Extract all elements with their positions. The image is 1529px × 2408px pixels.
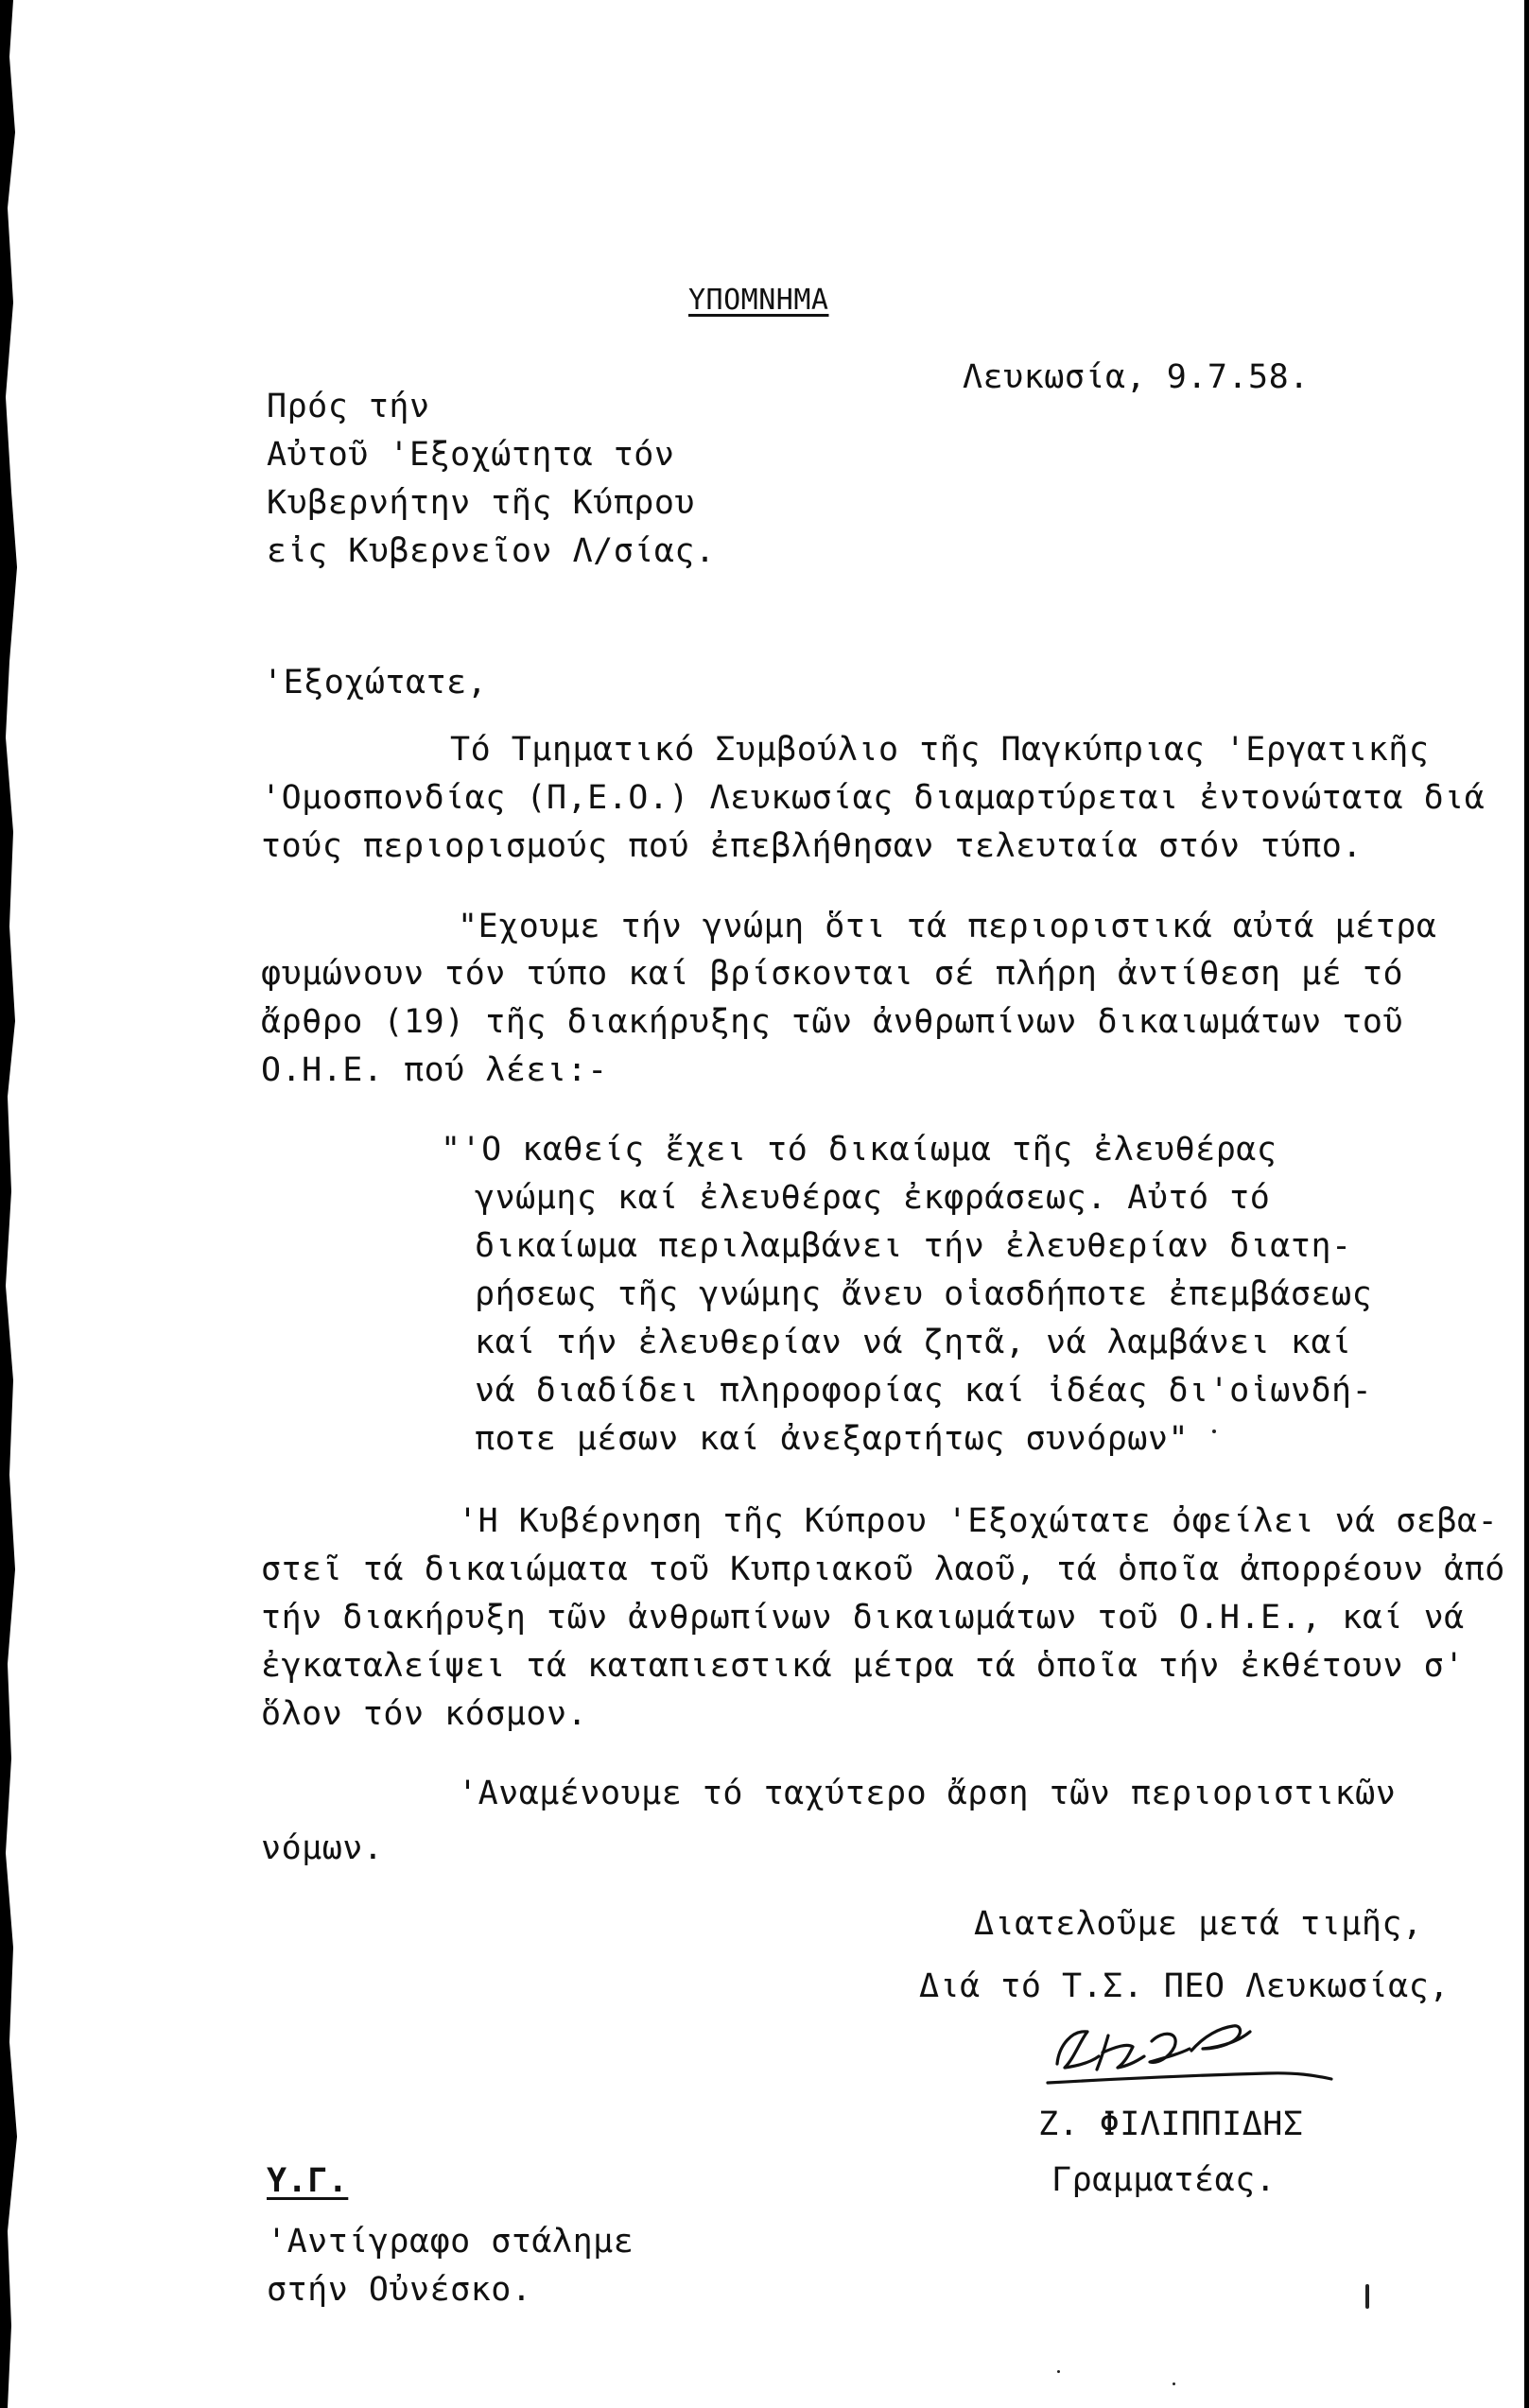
closing-line: Διά τό Τ.Σ. ΠΕΟ Λευκωσίας,	[919, 1967, 1450, 2005]
quote-line: ρήσεως τῆς γνώμης ἄνευ οἱασδήποτε ἐπεμβάσεως	[475, 1275, 1373, 1313]
address-line: Αὐτοῦ 'Εξοχώτητα τόν	[267, 436, 675, 474]
body-line: τούς περιορισμούς πού ἐπεβλήθησαν τελευταία στόν τύπο.	[261, 827, 1363, 865]
body-line: 'Αναμένουμε τό ταχύτερο ἄρση τῶν περιοριστικῶν	[458, 1775, 1397, 1812]
body-line: ἄρθρο (19) τῆς διακήρυξης τῶν ἀνθρωπίνων δικαιωμάτων τοῦ	[261, 1003, 1404, 1041]
quote-line: νά διαδίδει πληροφορίας καί ἰδέας δι'οἱωνδή-	[475, 1372, 1373, 1410]
quote-line: "'Ο καθείς ἔχει τό δικαίωμα τῆς ἐλευθέρας	[441, 1131, 1277, 1169]
address-line: εἰς Κυβερνεῖον Λ/σίας.	[267, 532, 716, 570]
address-line: Πρός τήν	[267, 388, 430, 425]
signatory-name: Ζ. ΦΙΛΙΠΠΙΔΗΣ	[1038, 2105, 1304, 2143]
paper-speck	[1212, 1429, 1216, 1433]
body-line: 'Ομοσπονδίας (Π,Ε.Ο.) Λευκωσίας διαμαρτύρεται ἐντονώτατα διά	[261, 779, 1486, 817]
torn-left-edge	[0, 0, 25, 2408]
paper-speck	[1173, 2382, 1175, 2385]
body-line: νόμων.	[261, 1829, 384, 1867]
salutation: 'Εξοχώτατε,	[263, 664, 488, 702]
paper-speck	[1057, 2370, 1060, 2373]
body-line: ἐγκαταλείψει τά καταπιεστικά μέτρα τά ὁποῖα τήν ἐκθέτουν σ'	[261, 1647, 1465, 1685]
body-line: τήν διακήρυξη τῶν ἀνθρωπίνων δικαιωμάτων τοῦ Ο.Η.Ε., καί νά	[261, 1599, 1465, 1637]
quote-line: ποτε μέσων καί ἀνεξαρτήτως συνόρων"	[475, 1420, 1190, 1458]
quote-line: δικαίωμα περιλαμβάνει τήν ἐλευθερίαν διατη-	[475, 1227, 1352, 1265]
closing-line: Διατελοῦμε μετά τιμῆς,	[974, 1905, 1423, 1943]
right-page-border	[1520, 0, 1529, 2408]
body-line: Τό Τμηματικό Συμβούλιο τῆς Παγκύπριας 'Εργατικῆς	[450, 731, 1430, 769]
signatory-role: Γραμματέας.	[1051, 2161, 1277, 2199]
body-line: 'Η Κυβέρνηση τῆς Κύπρου 'Εξοχώτατε ὀφείλει νά σεβα-	[458, 1502, 1499, 1540]
postscript-heading: Υ.Γ.	[267, 2162, 349, 2200]
postscript-line: 'Αντίγραφο στάλημε	[267, 2223, 634, 2261]
address-line: Κυβερνήτην τῆς Κύπρου	[267, 484, 696, 522]
quote-line: γνώμης καί ἐλευθέρας ἐκφράσεως. Αὐτό τό	[475, 1179, 1271, 1217]
body-line: Ο.Η.Ε. πού λέει:-	[261, 1051, 608, 1089]
body-line: φυμώνουν τόν τύπο καί βρίσκονται σέ πλήρη ἀντίθεση μέ τό	[261, 955, 1404, 993]
document-date: Λευκωσία, 9.7.58.	[963, 358, 1310, 396]
body-line: "Εχουμε τήν γνώμη ὅτι τά περιοριστικά αὐτά μέτρα	[458, 908, 1437, 945]
paper-mark	[1365, 2284, 1369, 2309]
body-line: ὅλον τόν κόσμον.	[261, 1695, 588, 1733]
body-line: στεῖ τά δικαιώματα τοῦ Κυπριακοῦ λαοῦ, τά ὁποῖα ἀπορρέουν ἀπό	[261, 1550, 1505, 1588]
handwritten-signature	[1031, 2009, 1371, 2104]
postscript-line: στήν Οὐνέσκο.	[267, 2271, 532, 2309]
document-title: ΥΠΟΜΝΗΜΑ	[688, 284, 829, 317]
quote-line: καί τήν ἐλευθερίαν νά ζητᾶ, νά λαμβάνει καί	[475, 1324, 1352, 1361]
